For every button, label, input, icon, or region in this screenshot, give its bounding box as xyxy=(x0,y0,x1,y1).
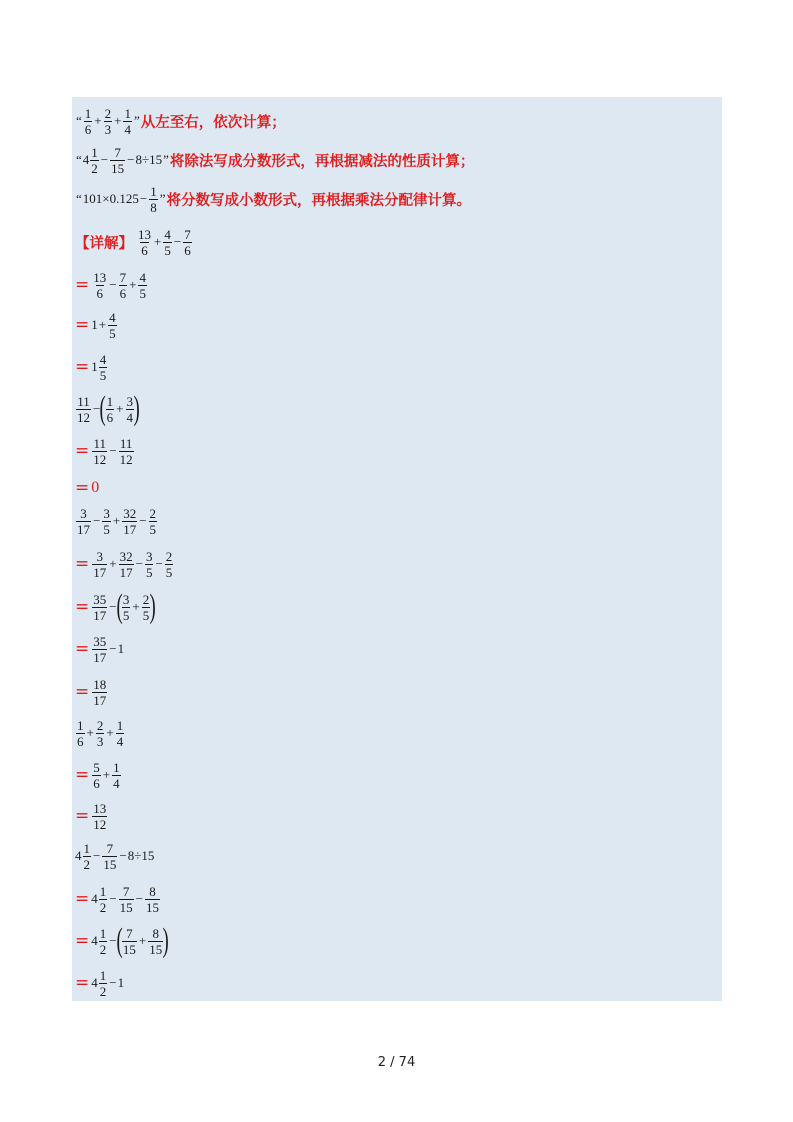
solution-step: = $\frac{13}{12}$ xyxy=(75,800,107,832)
solution-step: = $\frac{5}{6}$ + $\frac{1}{4}$ xyxy=(75,759,120,791)
hint-text-2: 将除法写成分数形式，再根据减法的性质计算； xyxy=(169,153,475,170)
solution-line-5: 4 $\frac{1}{2}$ − $\frac{7}{15}$ − 8÷15 xyxy=(75,840,155,872)
solution-step: = 4 $\frac{1}{2}$ − ( $\frac{7}{15}$ + $\frac{8}{15}$ ) xyxy=(75,922,170,959)
solution-step: = 1 $\frac{4}{5}$ xyxy=(75,351,107,383)
solution-line-2: $\frac{11}{12}$ − ( $\frac{1}{6}$ + $\frac{3}{4}$ ) xyxy=(77,390,140,427)
solution-step: = $\frac{11}{12}$ − $\frac{11}{12}$ xyxy=(75,435,133,467)
solution-line-1: 【详解】 $\frac{13}{6}$ + $\frac{4}{5}$ − $\frac{7}{6}$ xyxy=(75,226,191,258)
solution-step: = 0 xyxy=(75,478,100,498)
solution-step: = 1 + $\frac{4}{5}$ xyxy=(75,309,116,341)
solution-line-4: $\frac{1}{6}$ + $\frac{2}{3}$ + $\frac{1}{4}$ xyxy=(77,717,124,749)
hint-line-2: “ 4 $\frac{1}{2}$ − $\frac{7}{15}$ − 8÷15 ” 将除法写成分数形式，再根据减法的性质计算； xyxy=(76,144,475,176)
solution-line-3: $\frac{3}{17}$ − $\frac{3}{5}$ + $\frac{32}{17}$ − $\frac{2}{5}$ xyxy=(77,505,157,537)
page-number: 2 / 74 xyxy=(377,1055,416,1070)
fraction: $\frac{1}{2}$ xyxy=(91,144,98,176)
hint-text-1: 从左至右，依次计算； xyxy=(140,114,286,131)
solution-label: 【详解】 xyxy=(75,235,133,252)
solution-step: = $\frac{13}{6}$ − $\frac{7}{6}$ + $\frac{4}{5}$ xyxy=(75,269,146,301)
solution-step: = 4 $\frac{1}{2}$ − $\frac{7}{15}$ − $\frac{8}{15}$ xyxy=(75,883,159,915)
solution-step: = $\frac{18}{17}$ xyxy=(75,676,107,708)
solution-step: = $\frac{35}{17}$ − ( $\frac{3}{5}$ + $\frac{2}{5}$ ) xyxy=(75,588,157,625)
solution-step: = $\frac{35}{17}$ − 1 xyxy=(75,633,125,665)
hint-line-1: “ $\frac{1}{6}$ + $\frac{2}{3}$ + $\frac{1}{4}$ ” 从左至右，依次计算； xyxy=(76,105,286,137)
hint-text-3: 将分数写成小数形式，再根据乘法分配律计算。 xyxy=(166,192,471,209)
hint-line-3: “ 101×0.125 − $\frac{1}{8}$ ” 将分数写成小数形式，再根据乘法分配律计算。 xyxy=(76,183,471,215)
solution-step: = $\frac{3}{17}$ + $\frac{32}{17}$ − $\frac{3}{5}$ − $\frac{2}{5}$ xyxy=(75,548,173,580)
fraction: $\frac{2}{3}$ xyxy=(104,105,112,137)
fraction: $\frac{1}{4}$ xyxy=(124,105,131,137)
fraction: $\frac{1}{8}$ xyxy=(150,183,157,215)
fraction: $\frac{7}{15}$ xyxy=(111,144,125,176)
solution-step: = 4 $\frac{1}{2}$ − 1 xyxy=(75,967,125,999)
fraction: $\frac{1}{6}$ xyxy=(84,105,92,137)
